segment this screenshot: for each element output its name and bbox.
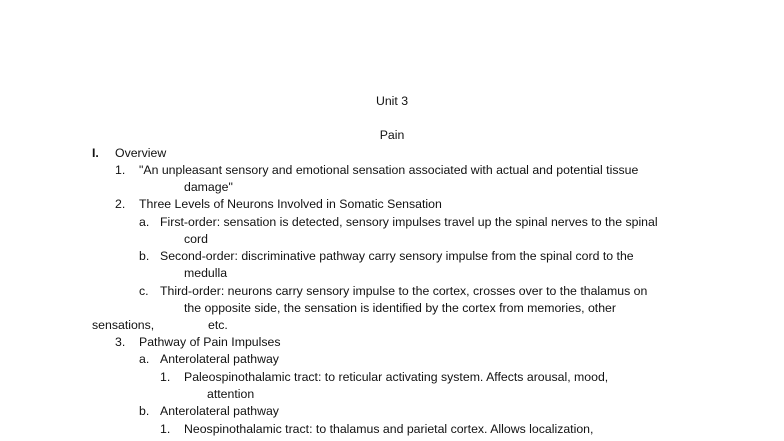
topic-heading: Pain	[379, 128, 405, 142]
sublist-item-marker: c.	[139, 284, 149, 298]
sublist-item-marker: b.	[139, 249, 150, 263]
sublist-item-text: Anterolateral pathway	[160, 404, 279, 418]
subsublist-item-marker: 1.	[160, 370, 171, 384]
sublist-item-text-continuation: the opposite side, the sensation is identified by the cortex from memories, other	[184, 301, 616, 315]
list-item-text: "An unpleasant sensory and emotional sensation associated with actual and potential tissue	[139, 163, 639, 177]
list-item-marker: 1.	[115, 163, 126, 177]
sublist-item-marker: a.	[139, 352, 150, 366]
sublist-item-text-continuation: etc.	[208, 318, 228, 332]
list-item-text: Pathway of Pain Impulses	[139, 335, 281, 349]
sublist-item-text-continuation: medulla	[184, 266, 228, 280]
sublist-item-text: Second-order: discriminative pathway carry sensory impulse from the spinal cord to the	[160, 249, 634, 263]
section-marker: I.	[92, 146, 99, 160]
list-item-text-continuation: damage"	[184, 180, 233, 194]
subsublist-item-text: Paleospinothalamic tract: to reticular activating system. Affects arousal, mood,	[184, 370, 609, 384]
subsublist-item-marker: 1.	[160, 422, 171, 436]
list-item-marker: 3.	[115, 335, 126, 349]
list-item-text: Three Levels of Neurons Involved in Somatic Sensation	[139, 197, 442, 211]
sublist-item-marker: b.	[139, 404, 150, 418]
section-title: Overview	[115, 146, 167, 160]
sublist-item-marker: a.	[139, 215, 150, 229]
sublist-item-text: Third-order: neurons carry sensory impulse to the cortex, crosses over to the thalamus on	[160, 284, 648, 298]
subsublist-item-text: Neospinothalamic tract: to thalamus and parietal cortex. Allows localization,	[184, 422, 594, 436]
sublist-item-text: Anterolateral pathway	[160, 352, 279, 366]
sublist-item-text: First-order: sensation is detected, sensory impulses travel up the spinal nerves to the spinal	[160, 215, 658, 229]
subsublist-item-text-continuation: attention	[207, 387, 255, 401]
sublist-item-text-continuation: cord	[184, 232, 208, 246]
unit-heading: Unit 3	[375, 94, 409, 108]
list-item-marker: 2.	[115, 197, 126, 211]
sublist-item-text-continuation: sensations,	[92, 318, 155, 332]
